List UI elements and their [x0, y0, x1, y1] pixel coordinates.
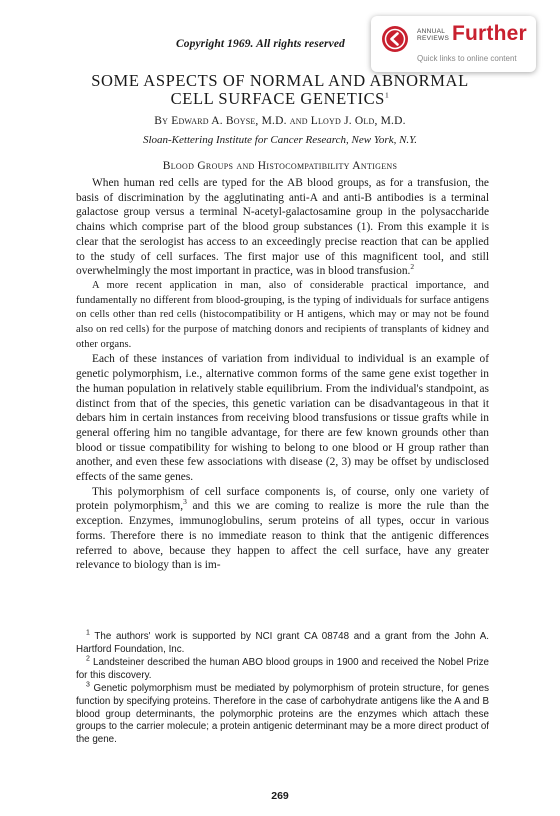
annual-reviews-further-badge[interactable] [371, 16, 536, 72]
footnote-2 [76, 657, 489, 682]
article-authors: By Edward A. Boyse, M.D. and Lloyd J. Old, M.D. [154, 115, 406, 127]
title-line-2-text: CELL SURFACE GENETICS [170, 89, 385, 108]
badge-brand: Further [452, 22, 527, 45]
footnotes [76, 631, 489, 747]
footnote-1-text: The authors' work is supported by NCI grant CA 08748 and a grant from the John A. Hartford Foundation, Inc. [76, 631, 489, 655]
page-number: 269 [271, 790, 289, 802]
paragraph-1 [76, 176, 489, 279]
footnote-ref-2: 2 [410, 262, 415, 272]
title-line-2 [60, 90, 500, 108]
paragraph-1-text: When human red cells are typed for the AB blood groups, as for a transfusion, the basis of discrimination by the agglutinating anti-A and anti-B antibodies is a terminal galactose group versus a terminal N-acetyl-galactosamine group in the polysaccharide chains which comprise part of the blood group substances (1). From this example it is clear that the serologist has access to an exceedingly precise reaction that can be applied to the study of cell surfaces. The first major use of this magnificent tool, and still overwhelmingly the most important in practice, was in blood transfusion. [76, 177, 489, 278]
paragraph-3: Each of these instances of variation from individual to individual is an example of genetic polymorphism, i.e., alternative common forms of the same gene exist together in the human population in relatively stable equilibrium. From the individual's standpoint, as distinct from that of the species, this genetic variation can be disadvantageous in that it debars him in certain instances from receiving blood transfusions or tissue grafts while in general offering him no tangible advantage, for there are few known grounds other than blood or tissue compatibility for wishing to belong to one blood or H group rather than another, and even these few associations with disease (2, 3) may be offset by undisclosed effects of the same genes. [76, 353, 489, 484]
section-heading: Blood Groups and Histocompatibility Antigens [162, 160, 398, 172]
title-line-1: SOME ASPECTS OF NORMAL AND ABNORMAL [91, 71, 469, 90]
title-footnote-mark: 1 [384, 90, 390, 100]
footnote-1 [76, 631, 489, 656]
paragraph-4-text-a: This polymorphism of cell surface components is, of course, only one variety of protein polymorphism, [76, 485, 489, 513]
annual-reviews-logo-icon [381, 25, 409, 53]
author-affiliation: Sloan-Kettering Institute for Cancer Research, New York, N.Y. [142, 134, 418, 146]
copyright-notice: Copyright 1969. All rights reserved [176, 38, 345, 50]
paragraph-4 [76, 485, 489, 573]
footnote-2-mark: 2 [86, 655, 90, 663]
footnote-3-text: Genetic polymorphism must be mediated by polymorphism of protein structure, for genes function by specifying proteins. Therefore in the case of carbohydrate antigens like the A and B blood group determinants, the polymorphic proteins are the enzymes which attach these groups to the carrier molecule; a protein antigenic determinant may be a more direct product of the gene. [76, 683, 489, 745]
badge-line-annual: ANNUAL [417, 28, 446, 35]
badge-publisher-name [417, 28, 449, 42]
footnote-ref-3: 3 [183, 497, 187, 507]
article-body [76, 176, 489, 573]
footnote-1-mark: 1 [86, 629, 90, 637]
paragraph-4-text-b: and this we are coming to realize is more the rule than the exception. Enzymes, immunoglobulins, serum proteins of all types, occur in various forms. Therefore there is no immediate reason to think that the antigenic differences referred to above, because they happen to affect the cell surface, have any greater relevance to biology than is im- [76, 500, 489, 572]
badge-line-reviews: REVIEWS [417, 35, 450, 42]
footnote-2-text: Landsteiner described the human ABO blood groups in 1900 and received the Nobel Prize for this discovery. [76, 657, 489, 681]
article-title [60, 72, 500, 108]
badge-tagline: Quick links to online content [417, 54, 517, 63]
footnote-3 [76, 683, 489, 746]
footnote-3-mark: 3 [86, 682, 90, 690]
paragraph-2: A more recent application in man, also of considerable practical importance, and fundamentally no different from blood-grouping, is the typing of individuals for surface antigens on cells other than red cells (histocompatibility or H antigens, which may or may not be found also on red cells) for the purpose of matching donors and recipients of transplants of kidney and other organs. [76, 279, 489, 350]
